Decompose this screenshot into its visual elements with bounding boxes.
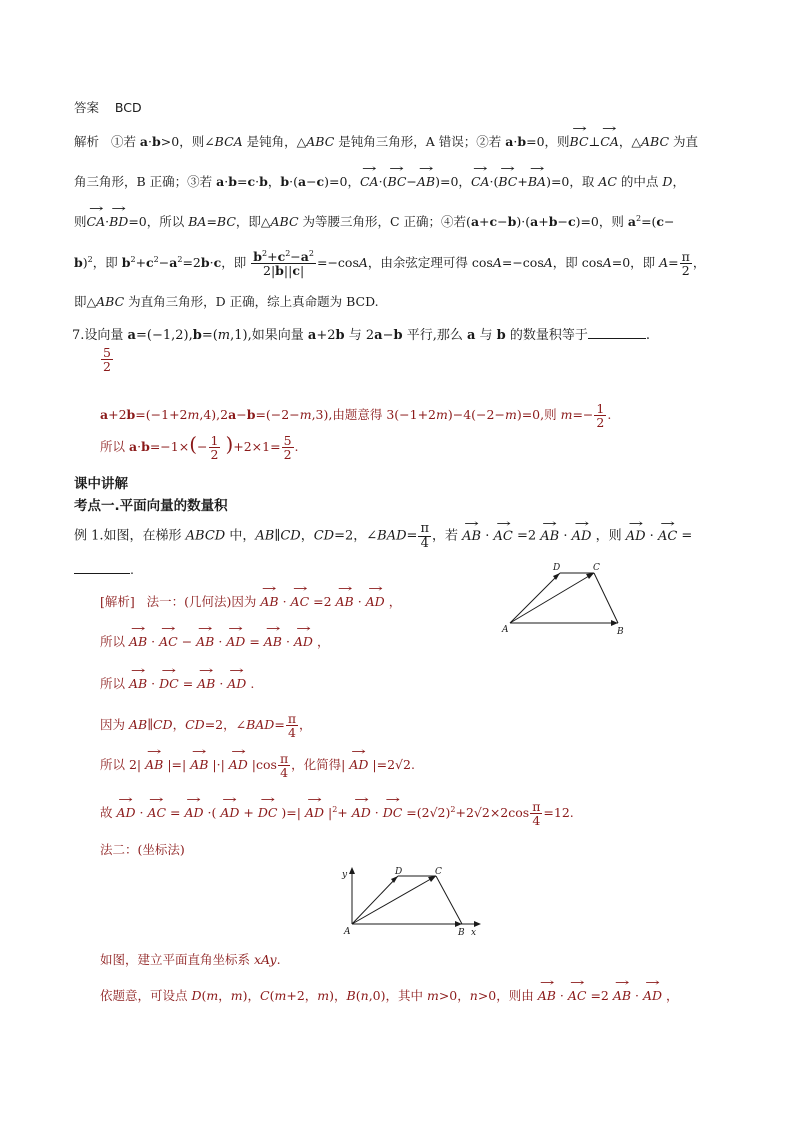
fig1-label-a: A bbox=[502, 625, 509, 635]
solution-method-2-line-2: 依题意，可设点 D(m，m)，C(m+2，m)，B(n,0)，其中 m>0，n>0，则由 → AB · → AC =2 → AB · → AD ， bbox=[100, 986, 679, 1004]
solution-method-1-line-1: [解析] 法一：(几何法)因为 → AB · → AC =2 → AB · → AD ， bbox=[100, 592, 401, 610]
solution-method-1-line-4: 因为 AB∥CD，CD=2，∠BAD= $\frac{\pi}{4}$ ， bbox=[100, 711, 312, 741]
analysis-line-4: b)$^2$，即 $b^2+c^2-a^2=2b\cdot c$，即 $\frac{b^2+c^2-a^2}{2|b||c|}$ =−cosA，由余弦定理可得 cosA=−cosA，即 cosA=0，即 A= $\frac{\pi}{2}$ ， bbox=[74, 249, 706, 279]
answer-blank bbox=[588, 338, 646, 339]
fig2-label-b: B bbox=[458, 928, 465, 938]
analysis-label: 解析 bbox=[74, 134, 100, 149]
example-1-blank bbox=[74, 573, 130, 574]
analysis-line-1 bbox=[74, 132, 698, 150]
solution-method-2-title: 法二：(坐标法) bbox=[100, 842, 185, 857]
section-title: 课中讲解 bbox=[74, 476, 128, 492]
diagonal-ac bbox=[352, 876, 436, 924]
analysis-text-1: ①若 a·b>0，则∠BCA 是钝角，△ABC 是钝角三角形，A 错误；②若 a·b=0，则→ BC⊥→ CA，△ABC 为直 bbox=[111, 134, 698, 149]
answer-line bbox=[74, 98, 142, 116]
analysis-line-3: 则→ CA·→ BD=0，所以 BA=BC，即△ABC 为等腰三角形，C 正确；④若(a+c−b)·(a+b−c)=0，则 $a^2=(c-$ bbox=[74, 212, 675, 230]
solution-method-1-line-5: 所以 2| → AB |=| → AB |·| → AD |cos $\frac{\pi}{4}$ ，化简得| → AD |=2√2. bbox=[100, 752, 415, 779]
analysis-line-2: 角三角形，B 正确；③若 a·b=c·b，b·(a−c)=0，→ CA·(→ BC−→ AB)=0，→ CA·(→ BC+→ BA)=0，取 AC 的中点 D， bbox=[74, 172, 685, 190]
subsection-title: 考点一.平面向量的数量积 bbox=[74, 498, 228, 514]
problem-7-solution-1: a+2b=(−1+2m,4),2a−b=(−2−m,3),由题意得 3(−1+2m)−4(−2−m)=0,则 m=− $\frac{1}{2}$ . bbox=[100, 401, 612, 431]
analysis-line-5: 即△ABC 为直角三角形，D 正确，综上真命题为 BCD. bbox=[74, 294, 379, 309]
solution-method-1-line-3: 所以 → AB · → DC = → AB · → AD . bbox=[100, 674, 254, 692]
solution-method-1-line-2: 所以 → AB · → AC − → AB · → AD = → AB · → AD ， bbox=[100, 632, 329, 650]
fig2-label-d: D bbox=[395, 867, 403, 877]
fig1-label-b: B bbox=[617, 627, 624, 637]
edge-ad bbox=[352, 876, 398, 924]
fig2-label-y: y bbox=[342, 870, 348, 880]
fig1-label-c: C bbox=[593, 563, 600, 573]
fig2-label-a: A bbox=[344, 927, 351, 937]
fig1-label-d: D bbox=[553, 563, 561, 573]
answer-label: 答案 bbox=[74, 100, 100, 115]
solution-method-1-line-6: 故 → AD · → AC = → AD ·( → AD + → DC )=| → AD $|^2+$ → AD · → DC $=(2√2)^2+2√2\times 2\cos$ $\frac{\pi}{4}$ =12. bbox=[100, 800, 574, 827]
example-1-question: 例 1.如图，在梯形 ABCD 中，AB∥CD，CD=2，∠BAD= $\frac{\pi}{4}$ ，若 → AB · → AC =2 → AB · → AD ，则 → AD · → AC = bbox=[74, 522, 692, 550]
fig2-label-c: C bbox=[435, 867, 442, 877]
fig2-label-x: x bbox=[471, 928, 477, 938]
trapezoid-figure bbox=[498, 560, 638, 640]
answer-value: BCD bbox=[114, 100, 142, 115]
edge-cb bbox=[594, 573, 618, 623]
example-1-blank-line: . bbox=[74, 562, 134, 577]
edge-cb bbox=[436, 876, 462, 924]
problem-7-solution-2: 所以 a·b=−1×(− $\frac{1}{2}$ )+2×1= $\frac{5}{2}$ . bbox=[100, 432, 299, 462]
solution-method-2-line-1: 如图，建立平面直角坐标系 xAy. bbox=[100, 952, 281, 967]
problem-7-question: 7.设向量 a=(−1,2),b=(m,1),如果向量 a+2b 与 2a−b 平行,那么 a 与 b 的数量积等于 . bbox=[72, 328, 651, 343]
coordinate-figure bbox=[340, 864, 488, 938]
problem-7-answer: $\frac{5}{2}$ bbox=[103, 345, 111, 375]
